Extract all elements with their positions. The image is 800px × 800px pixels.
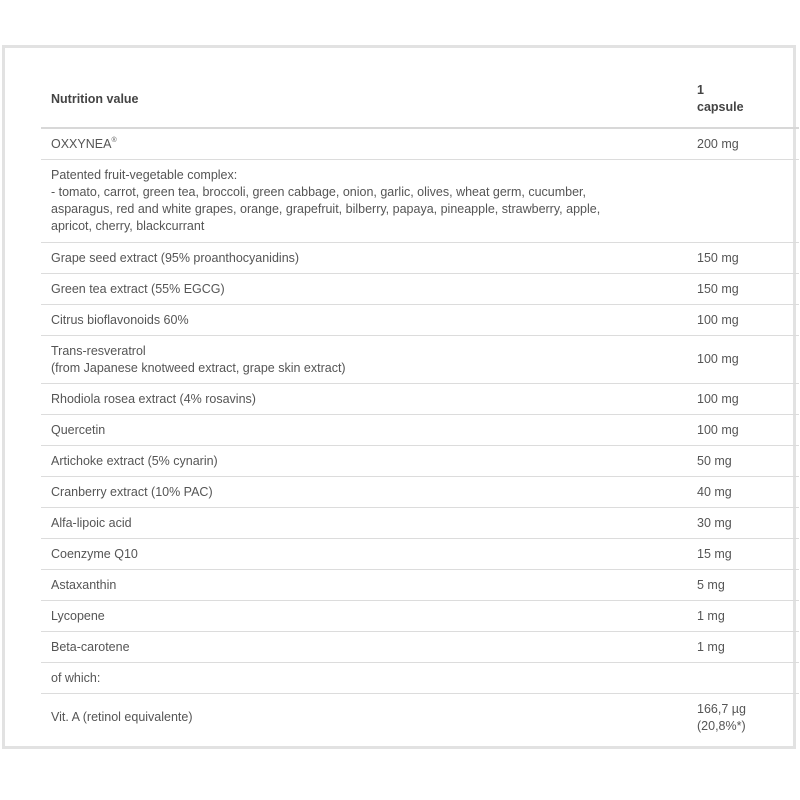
- nutrient-name-line: Citrus bioflavonoids 60%: [51, 312, 189, 327]
- nutrient-amount-line: 1 mg: [697, 639, 725, 654]
- nutrient-name-cell: [41, 384, 687, 415]
- nutrient-name-line: Astaxanthin: [51, 577, 117, 592]
- table-row: [41, 384, 799, 415]
- nutrient-name-cell: [41, 539, 687, 570]
- nutrient-name-line: Patented fruit-vegetable complex:: [51, 168, 238, 182]
- nutrient-name-line: Alfa-lipoic acid: [51, 515, 132, 530]
- nutrient-name-cell: [41, 336, 687, 384]
- nutrient-amount-line: (20,8%*): [697, 718, 746, 733]
- nutrient-amount-line: 150 mg: [697, 281, 739, 296]
- nutrient-amount-line: 1 mg: [697, 608, 725, 623]
- nutrient-name-line: Cranberry extract (10% PAC): [51, 484, 213, 499]
- nutrient-amount-line: 40 mg: [697, 484, 732, 499]
- nutrient-name-cell: [41, 477, 687, 508]
- nutrient-amount-line: 200 mg: [697, 136, 739, 151]
- nutrient-name-line: OXXYNEA®: [51, 136, 117, 151]
- nutrient-name-line: Lycopene: [51, 608, 105, 623]
- nutrient-amount-cell: [687, 539, 799, 570]
- nutrient-amount-cell: [687, 508, 799, 539]
- nutrient-name-line: - tomato, carrot, green tea, broccoli, green cabbage, onion, garlic, olives, wheat germ, cucumber,: [51, 185, 586, 199]
- nutrient-name-line: (from Japanese knotweed extract, grape skin extract): [51, 360, 346, 375]
- nutrient-name-cell: [41, 243, 687, 274]
- nutrient-name-line: of which:: [51, 670, 101, 685]
- nutrient-name-line: Coenzyme Q10: [51, 546, 138, 561]
- nutrient-name-line: Rhodiola rosea extract (4% rosavins): [51, 391, 256, 406]
- nutrient-amount-line: 100 mg: [697, 422, 739, 437]
- header-serving-line1: 1: [697, 83, 704, 97]
- table-row: [41, 694, 799, 742]
- table-row: [41, 570, 799, 601]
- nutrient-name-cell: [41, 508, 687, 539]
- nutrient-amount-cell: [687, 446, 799, 477]
- nutrient-amount-line: 150 mg: [697, 250, 739, 265]
- nutrient-name-cell: [41, 632, 687, 663]
- nutrient-amount-cell: [687, 128, 799, 160]
- nutrient-amount-cell: [687, 160, 799, 243]
- nutrient-name-line: asparagus, red and white grapes, orange, grapefruit, bilberry, papaya, pineapple, strawberry, apple,: [51, 202, 601, 216]
- nutrient-name-line: Beta-carotene: [51, 639, 130, 654]
- nutrient-name-line: Artichoke extract (5% cynarin): [51, 453, 218, 468]
- header-serving: [687, 71, 799, 128]
- table-row: [41, 160, 799, 243]
- nutrient-name-cell: [41, 128, 687, 160]
- table-row: [41, 477, 799, 508]
- table-row: [41, 243, 799, 274]
- nutrient-name-cell: [41, 274, 687, 305]
- nutrition-table: [41, 71, 799, 741]
- nutrient-name-cell: [41, 570, 687, 601]
- nutrient-amount-cell: [687, 632, 799, 663]
- nutrient-name-line: apricot, cherry, blackcurrant: [51, 219, 205, 233]
- nutrient-amount-line: 166,7 µg: [697, 701, 746, 716]
- table-row: [41, 274, 799, 305]
- nutrient-amount-cell: [687, 601, 799, 632]
- table-row: [41, 128, 799, 160]
- nutrient-amount-cell: [687, 336, 799, 384]
- table-row: [41, 305, 799, 336]
- nutrient-amount-line: 100 mg: [697, 312, 739, 327]
- nutrient-name-cell: [41, 694, 687, 742]
- nutrient-amount-cell: [687, 663, 799, 694]
- table-row: [41, 446, 799, 477]
- nutrient-name-line: Vit. A (retinol equivalente): [51, 710, 193, 724]
- nutrient-amount-line: 15 mg: [697, 546, 732, 561]
- nutrient-name-line: Green tea extract (55% EGCG): [51, 281, 225, 296]
- table-row: [41, 539, 799, 570]
- table-row: [41, 601, 799, 632]
- nutrient-amount-cell: [687, 305, 799, 336]
- nutrient-amount-cell: [687, 384, 799, 415]
- nutrient-name-line: Grape seed extract (95% proanthocyanidins): [51, 250, 300, 265]
- table-row: [41, 415, 799, 446]
- nutrient-name-cell: [41, 415, 687, 446]
- table-row: [41, 632, 799, 663]
- nutrient-amount-cell: [687, 570, 799, 601]
- nutrient-amount-line: 5 mg: [697, 577, 725, 592]
- nutrient-amount-line: 50 mg: [697, 453, 732, 468]
- nutrient-name-cell: [41, 160, 687, 243]
- nutrient-name-line: Quercetin: [51, 422, 106, 437]
- nutrient-amount-line: 100 mg: [697, 391, 739, 406]
- nutrient-amount-line: 100 mg: [697, 352, 739, 366]
- nutrition-table-frame: [2, 45, 796, 749]
- table-row: [41, 336, 799, 384]
- table-row: [41, 508, 799, 539]
- nutrient-amount-cell: [687, 415, 799, 446]
- nutrient-name-cell: [41, 305, 687, 336]
- table-row: [41, 663, 799, 694]
- header-serving-line2: capsule: [697, 100, 744, 114]
- nutrient-name-line: Trans-resveratrol: [51, 343, 146, 358]
- nutrient-amount-cell: [687, 243, 799, 274]
- header-nutrient: Nutrition value: [41, 71, 687, 128]
- nutrient-amount-cell: [687, 477, 799, 508]
- table-header-row: [41, 71, 799, 128]
- nutrient-amount-line: 30 mg: [697, 515, 732, 530]
- nutrient-amount-cell: [687, 274, 799, 305]
- nutrient-amount-cell: [687, 694, 799, 742]
- nutrient-name-cell: [41, 601, 687, 632]
- nutrient-name-cell: [41, 446, 687, 477]
- nutrient-name-cell: [41, 663, 687, 694]
